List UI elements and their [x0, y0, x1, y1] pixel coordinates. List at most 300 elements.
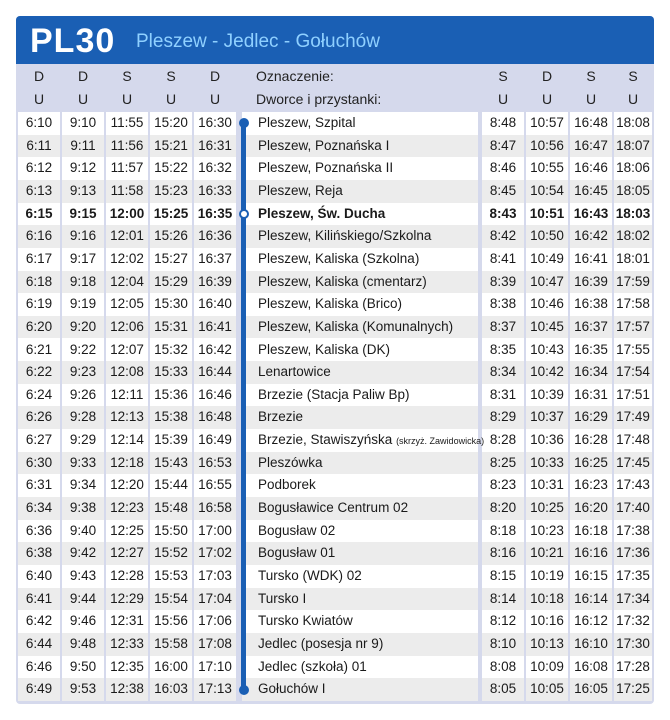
departure-time: 9:22	[69, 341, 97, 357]
stop-name-text: Pleszew, Poznańska I	[258, 137, 390, 153]
stop-name-text: Pleszew, Kilińskiego/Szkolna	[258, 228, 432, 244]
stop-name-text: Podborek	[258, 477, 316, 493]
return-time: 16:45	[574, 182, 608, 198]
return-time: 16:34	[574, 364, 608, 380]
return-time: 8:41	[489, 250, 517, 266]
departure-time: 9:17	[69, 250, 97, 266]
departure-time: 12:23	[110, 500, 144, 516]
departure-time: 15:43	[154, 454, 188, 470]
departure-time: 15:27	[154, 250, 188, 266]
departure-time: 6:34	[25, 500, 53, 516]
column-header-top: S	[628, 67, 638, 84]
departure-time: 9:20	[69, 318, 97, 334]
column-header-top: D	[209, 67, 221, 84]
return-time: 17:30	[616, 635, 650, 651]
column-header-top: S	[166, 67, 176, 84]
stop-name-text: Pleszew, Kaliska (Szkolna)	[258, 250, 420, 266]
departure-time: 6:19	[25, 296, 53, 312]
return-time: 17:54	[616, 364, 650, 380]
departure-time: 12:04	[110, 273, 144, 289]
return-time: 10:16	[530, 613, 564, 629]
departure-time: 11:57	[110, 160, 144, 176]
departure-time: 9:10	[69, 115, 97, 130]
return-time: 10:31	[530, 477, 564, 493]
departure-time: 15:53	[154, 568, 188, 583]
departure-time: 12:11	[110, 386, 144, 402]
stop-name-text: Pleszew, Szpital	[258, 115, 356, 130]
column-header-bottom: U	[541, 90, 553, 107]
departure-time: 16:42	[198, 341, 232, 357]
departure-time: 16:49	[198, 432, 232, 448]
return-time: 17:48	[616, 432, 650, 448]
departure-time: 12:02	[110, 250, 144, 266]
departure-time: 15:21	[154, 137, 188, 153]
departure-time: 6:18	[25, 273, 53, 289]
stop-name	[258, 248, 478, 271]
departure-time: 12:25	[110, 522, 144, 538]
departure-time: 12:28	[110, 568, 144, 583]
return-time: 18:06	[616, 160, 650, 176]
return-time: 16:16	[574, 545, 608, 561]
return-time: 16:18	[574, 522, 608, 538]
return-time: 17:25	[616, 681, 650, 697]
departure-time: 6:17	[25, 250, 53, 266]
return-time: 17:45	[616, 454, 650, 470]
stop-name-text: Tursko Kwiatów	[258, 613, 353, 629]
departure-time: 16:30	[198, 115, 232, 130]
departure-time: 9:15	[69, 205, 97, 221]
departure-time: 17:10	[198, 658, 232, 674]
departure-time: 16:53	[198, 454, 232, 470]
departure-time: 17:06	[198, 613, 232, 629]
departure-time: 9:38	[69, 500, 97, 516]
departure-time: 15:39	[154, 432, 188, 448]
return-time: 16:37	[574, 318, 608, 334]
main-stop-marker	[239, 209, 249, 219]
stop-name-text: Pleszew, Kaliska (Komunalnych)	[258, 318, 454, 334]
column-header-top: D	[33, 67, 45, 84]
stop-name	[258, 520, 478, 543]
column-header-top: S	[498, 67, 508, 84]
departure-time: 9:12	[69, 160, 97, 176]
departure-time: 11:55	[110, 115, 144, 130]
departure-time: 17:03	[198, 568, 232, 583]
route-name: Pleszew - Jedlec - Gołuchów	[136, 31, 380, 52]
stop-name	[258, 678, 478, 701]
return-time: 10:25	[530, 500, 564, 516]
departure-time: 6:31	[25, 477, 53, 493]
return-time: 10:57	[530, 115, 564, 130]
departure-time: 9:13	[69, 182, 97, 198]
departure-time: 15:20	[154, 115, 188, 130]
stop-name	[258, 135, 478, 158]
return-time: 10:55	[530, 160, 564, 176]
departure-time: 6:11	[26, 137, 52, 153]
departure-time: 16:58	[198, 500, 232, 516]
column-header-top: D	[541, 67, 553, 84]
departure-time: 15:38	[154, 409, 188, 425]
return-time: 10:23	[530, 522, 564, 538]
stop-name	[258, 157, 478, 180]
stop-name	[258, 316, 478, 339]
stop-name	[258, 406, 478, 429]
return-time: 10:54	[530, 182, 564, 198]
stop-name-text: Lenartowice	[258, 364, 331, 380]
departure-time: 6:10	[25, 115, 53, 130]
return-time: 8:23	[489, 477, 517, 493]
return-time: 8:28	[489, 432, 517, 448]
return-time: 10:49	[530, 250, 564, 266]
stop-name	[258, 112, 478, 135]
departure-time: 9:29	[69, 432, 97, 448]
stop-name-text: Brzezie (Stacja Paliw Bp)	[258, 386, 410, 402]
departure-time: 9:33	[69, 454, 97, 470]
return-time: 8:25	[489, 454, 517, 470]
return-time: 17:57	[616, 318, 650, 334]
terminal-marker	[239, 685, 249, 695]
departure-time: 6:24	[25, 386, 53, 402]
departure-time: 15:44	[154, 477, 188, 493]
departure-time: 9:42	[69, 545, 97, 561]
departure-time: 9:11	[70, 137, 96, 153]
return-time: 16:42	[574, 228, 608, 244]
return-time: 18:01	[616, 250, 650, 266]
departure-time: 16:35	[197, 205, 233, 221]
return-time: 16:15	[574, 568, 608, 583]
return-time: 18:07	[616, 137, 650, 153]
stop-name	[258, 180, 478, 203]
departure-time: 16:03	[154, 681, 188, 697]
stop-name	[258, 203, 478, 226]
timetable-header	[16, 16, 654, 64]
stops-column-header	[256, 64, 478, 110]
departure-time: 12:29	[110, 590, 144, 606]
return-time: 8:05	[489, 681, 517, 697]
column-header	[570, 64, 612, 110]
stop-name	[258, 610, 478, 633]
stop-name-text: Pleszówka	[258, 454, 323, 470]
return-time: 17:36	[616, 545, 650, 561]
stop-name	[258, 271, 478, 294]
departure-time: 16:32	[198, 160, 232, 176]
departure-time: 9:53	[69, 681, 97, 697]
column-header-top: S	[586, 67, 596, 84]
stops-header-line2: Dworce i przystanki:	[256, 90, 382, 107]
column-header-top: S	[122, 67, 132, 84]
return-time: 16:46	[574, 160, 608, 176]
stop-name-text: Pleszew, Kaliska (Brico)	[258, 296, 403, 312]
departure-time: 17:02	[198, 545, 232, 561]
column-header-bottom: U	[585, 90, 597, 107]
return-time: 8:14	[489, 590, 517, 606]
departure-time: 15:29	[154, 273, 188, 289]
return-time: 8:48	[489, 115, 517, 130]
stop-name-text: Tursko I	[258, 590, 307, 606]
return-time: 16:41	[574, 250, 608, 266]
departure-time: 16:00	[154, 658, 188, 674]
return-time: 17:51	[616, 386, 650, 402]
return-time: 16:29	[574, 409, 608, 425]
departure-time: 12:08	[110, 364, 144, 380]
departure-time: 15:31	[154, 318, 188, 334]
stop-name	[258, 656, 478, 679]
return-time: 10:42	[530, 364, 564, 380]
departure-time: 16:40	[198, 296, 232, 312]
column-header	[106, 64, 148, 110]
return-time: 8:10	[489, 635, 517, 651]
return-time: 10:45	[530, 318, 564, 334]
return-time: 8:43	[489, 205, 517, 221]
departure-time: 11:58	[110, 182, 144, 198]
departure-time: 6:21	[25, 341, 53, 357]
return-time: 16:38	[574, 296, 608, 312]
column-header	[150, 64, 192, 110]
stop-name	[258, 474, 478, 497]
return-time: 8:47	[489, 137, 517, 153]
return-time: 18:02	[616, 228, 650, 244]
return-time: 10:21	[530, 545, 564, 561]
return-time: 10:51	[529, 205, 565, 221]
return-time: 8:39	[489, 273, 517, 289]
departure-time: 6:12	[25, 160, 53, 176]
return-time: 16:39	[574, 273, 608, 289]
timetable	[16, 16, 654, 704]
stop-name	[258, 429, 485, 452]
departure-time: 6:42	[25, 613, 53, 629]
stop-name-text: Pleszew, Kaliska (DK)	[258, 341, 391, 357]
stop-name	[258, 339, 478, 362]
departure-time: 15:26	[154, 228, 188, 244]
departure-time: 6:36	[25, 522, 53, 538]
column-header	[194, 64, 236, 110]
return-time: 16:23	[574, 477, 608, 493]
return-time: 8:20	[489, 500, 517, 516]
departure-time: 9:19	[69, 296, 97, 312]
departure-time: 6:26	[25, 409, 53, 425]
stop-name-text: Jedlec (posesja nr 9)	[258, 635, 384, 651]
stop-name-text: Bogusławice Centrum 02	[258, 500, 409, 516]
stop-name-text: Pleszew, Św. Ducha	[258, 205, 386, 221]
return-time: 8:45	[489, 182, 517, 198]
column-header	[18, 64, 60, 110]
stop-name-text: Pleszew, Kaliska (cmentarz)	[258, 273, 427, 289]
departure-time: 15:36	[154, 386, 188, 402]
departure-time: 12:35	[110, 658, 144, 674]
departure-time: 6:16	[25, 228, 53, 244]
departure-time: 15:48	[154, 500, 188, 516]
return-time: 17:58	[616, 296, 650, 312]
return-time: 18:03	[615, 205, 651, 221]
departure-time: 9:18	[69, 273, 97, 289]
departure-time: 12:13	[110, 409, 144, 425]
departure-time: 16:48	[198, 409, 232, 425]
return-time: 17:55	[616, 341, 650, 357]
departure-time: 6:15	[25, 205, 53, 221]
departure-time: 12:00	[109, 205, 145, 221]
stops-header-line1: Oznaczenie:	[256, 67, 334, 84]
departure-time: 6:44	[25, 635, 53, 651]
return-time: 10:36	[530, 432, 564, 448]
return-time: 17:38	[616, 522, 650, 538]
departure-time: 16:39	[198, 273, 232, 289]
stop-name	[258, 588, 478, 611]
return-time: 10:50	[530, 228, 564, 244]
return-time: 8:08	[489, 658, 517, 674]
departure-time: 12:31	[110, 613, 144, 629]
return-time: 16:43	[573, 205, 609, 221]
departure-time: 12:07	[110, 341, 144, 357]
departure-time: 9:34	[69, 477, 97, 493]
departure-time: 17:04	[198, 590, 232, 606]
departure-time: 15:58	[154, 635, 188, 651]
return-time: 17:28	[616, 658, 650, 674]
departure-time: 12:33	[110, 635, 144, 651]
return-time: 10:56	[530, 137, 564, 153]
return-time: 8:34	[489, 364, 517, 380]
return-time: 10:47	[530, 273, 564, 289]
return-time: 10:46	[530, 296, 564, 312]
stop-name-text: Bogusław 02	[258, 522, 336, 538]
stop-name-text: Tursko (WDK) 02	[258, 568, 362, 583]
departure-time: 12:38	[110, 681, 144, 697]
departure-time: 12:06	[110, 318, 144, 334]
stop-name	[258, 633, 478, 656]
return-time: 8:31	[489, 386, 517, 402]
departure-time: 6:30	[25, 454, 53, 470]
return-time: 16:12	[574, 613, 608, 629]
column-header	[614, 64, 652, 110]
stop-name	[258, 565, 478, 588]
stop-name	[258, 293, 478, 316]
departure-time: 6:22	[25, 364, 53, 380]
return-time: 16:08	[574, 658, 608, 674]
departure-time: 6:41	[25, 590, 53, 606]
departure-time: 9:50	[69, 658, 97, 674]
departure-time: 9:46	[69, 613, 97, 629]
departure-time: 12:20	[110, 477, 144, 493]
departure-time: 16:46	[198, 386, 232, 402]
column-header-bottom: U	[33, 90, 45, 107]
return-time: 16:31	[574, 386, 608, 402]
departure-time: 9:48	[69, 635, 97, 651]
stop-name-note: (skrzyż. Zawidowicka)	[396, 436, 485, 447]
stop-name-text: Brzezie, Stawiszyńska	[258, 432, 393, 448]
return-time: 8:12	[489, 613, 517, 629]
column-header	[526, 64, 568, 110]
return-time: 17:43	[616, 477, 650, 493]
departure-time: 15:56	[154, 613, 188, 629]
terminal-marker	[239, 118, 249, 128]
return-time: 10:13	[530, 635, 564, 651]
departure-time: 9:28	[69, 409, 97, 425]
departure-time: 9:40	[69, 522, 97, 538]
departure-time: 16:31	[198, 137, 232, 153]
return-time: 8:35	[489, 341, 517, 357]
return-time: 16:05	[574, 681, 608, 697]
return-time: 8:46	[489, 160, 517, 176]
departure-time: 9:44	[69, 590, 97, 606]
departure-time: 6:13	[25, 182, 53, 198]
stop-name-text: Pleszew, Poznańska II	[258, 160, 394, 176]
return-time: 10:39	[530, 386, 564, 402]
stop-name	[258, 452, 478, 475]
return-time: 17:34	[616, 590, 650, 606]
return-time: 8:38	[489, 296, 517, 312]
departure-time: 16:36	[198, 228, 232, 244]
departure-time: 12:18	[110, 454, 144, 470]
departure-time: 15:52	[154, 545, 188, 561]
departure-time: 6:40	[25, 568, 53, 583]
return-time: 10:43	[530, 341, 564, 357]
departure-time: 15:50	[154, 522, 188, 538]
departure-time: 6:38	[25, 545, 53, 561]
return-time: 10:18	[530, 590, 564, 606]
departure-time: 6:49	[25, 681, 53, 697]
column-header-bottom: U	[209, 90, 221, 107]
return-time: 16:35	[574, 341, 608, 357]
departure-time: 15:32	[154, 341, 188, 357]
departure-time: 15:23	[154, 182, 188, 198]
column-header	[482, 64, 524, 110]
return-time: 10:37	[530, 409, 564, 425]
column-header	[62, 64, 104, 110]
departure-time: 15:25	[153, 205, 189, 221]
column-header-bottom: U	[497, 90, 509, 107]
return-time: 16:20	[574, 500, 608, 516]
return-time: 16:48	[574, 115, 608, 130]
departure-time: 15:33	[154, 364, 188, 380]
column-header-top: D	[77, 67, 89, 84]
column-header-bottom: U	[77, 90, 89, 107]
stop-name	[258, 542, 478, 565]
return-time: 10:33	[530, 454, 564, 470]
return-time: 17:59	[616, 273, 650, 289]
column-header-bottom: U	[121, 90, 133, 107]
column-header-bottom: U	[165, 90, 177, 107]
departure-time: 12:05	[110, 296, 144, 312]
return-time: 8:16	[489, 545, 517, 561]
return-time: 8:42	[489, 228, 517, 244]
return-time: 17:35	[616, 568, 650, 583]
departure-time: 12:01	[110, 228, 144, 244]
return-time: 10:19	[530, 568, 564, 583]
line-number: PL30	[30, 22, 116, 60]
stop-name	[258, 225, 478, 248]
departure-time: 17:00	[198, 522, 232, 538]
stop-name-text: Brzezie	[258, 409, 304, 425]
stop-name	[258, 361, 478, 384]
departure-time: 6:27	[25, 432, 53, 448]
stop-name	[258, 384, 478, 407]
departure-time: 9:26	[69, 386, 97, 402]
return-time: 8:29	[489, 409, 517, 425]
return-time: 10:09	[530, 658, 564, 674]
return-time: 8:18	[489, 522, 517, 538]
departure-time: 9:43	[69, 568, 97, 583]
departure-time: 12:27	[110, 545, 144, 561]
departure-time: 9:23	[69, 364, 97, 380]
stop-name-text: Jedlec (szkoła) 01	[258, 658, 367, 674]
departure-time: 17:13	[198, 681, 232, 697]
departure-time: 6:20	[25, 318, 53, 334]
return-time: 16:47	[574, 137, 608, 153]
departure-time: 15:30	[154, 296, 188, 312]
return-time: 16:14	[574, 590, 608, 606]
departure-time: 17:08	[198, 635, 232, 651]
return-time: 16:25	[574, 454, 608, 470]
departure-time: 16:33	[198, 182, 232, 198]
return-time: 17:32	[616, 613, 650, 629]
